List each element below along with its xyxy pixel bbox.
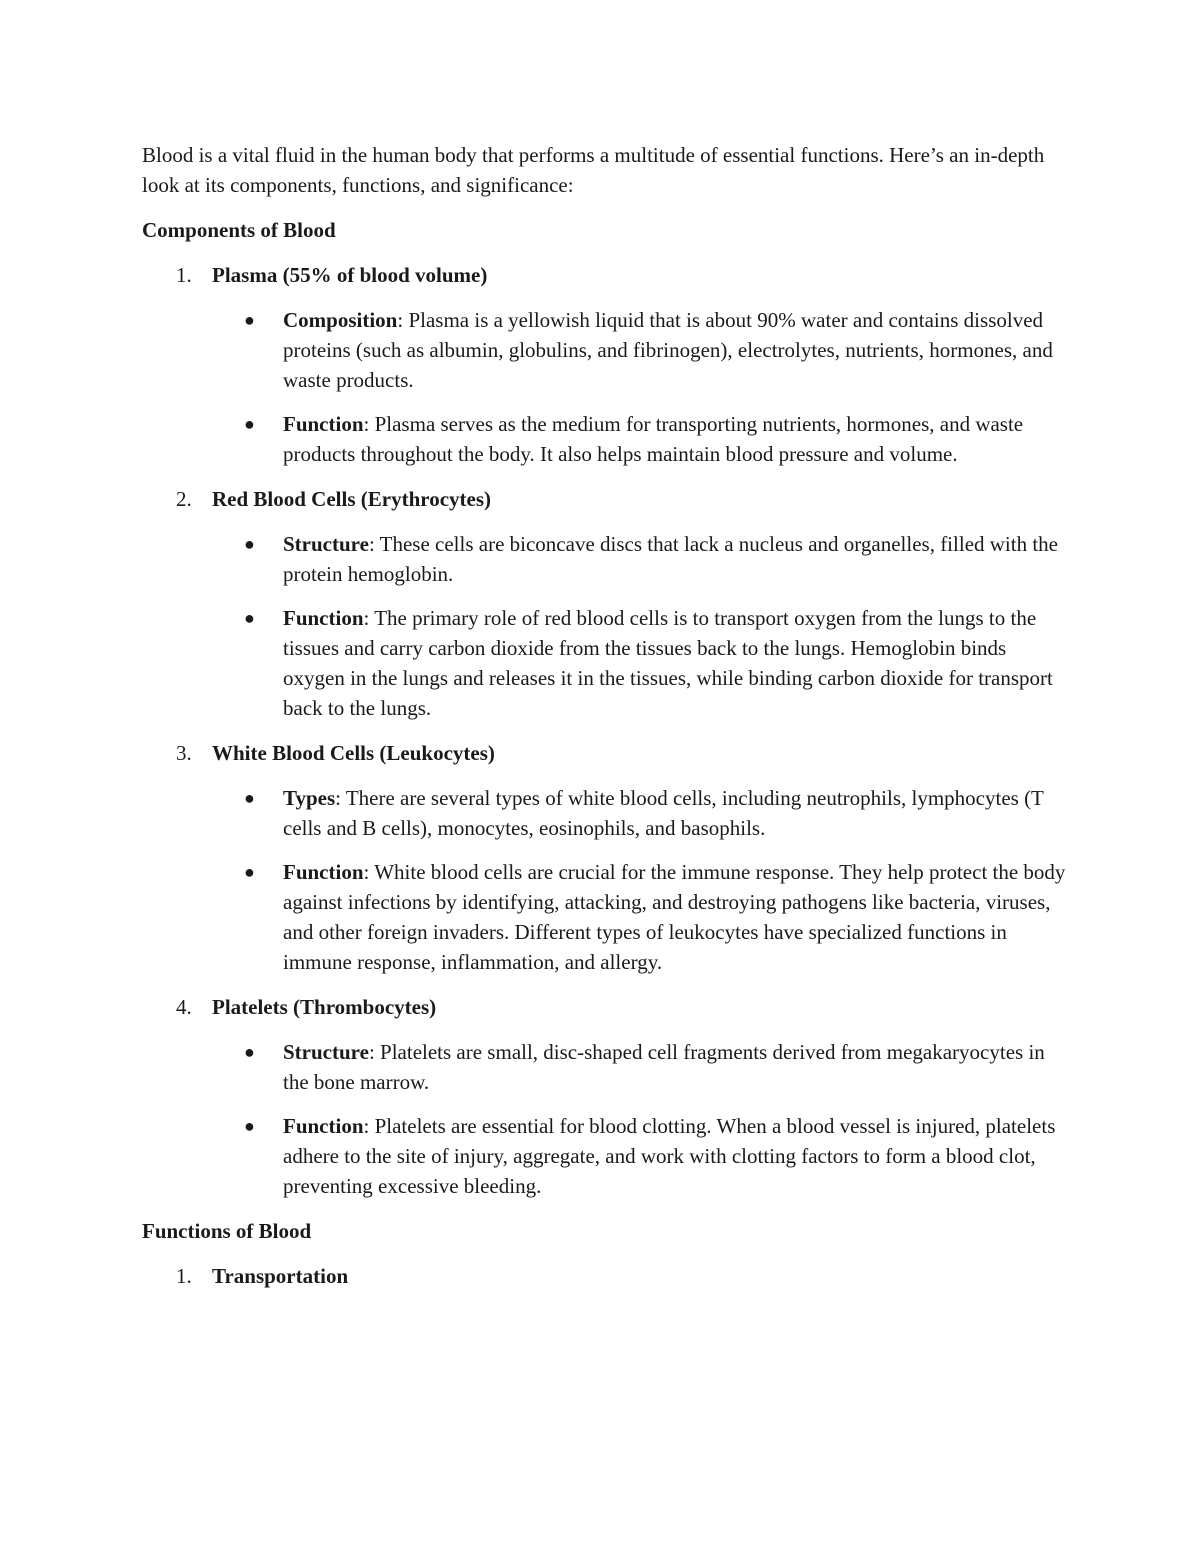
bullet-label: Structure [283,532,369,556]
bullet-label: Function [283,606,364,630]
section-heading: Functions of Blood [142,1219,312,1243]
bullet-text: : Platelets are small, disc-shaped cell fragments derived from megakaryocytes in the bone marrow. [283,1040,1045,1094]
bullet-icon: ● [244,788,255,808]
bullet-label: Composition [283,308,398,332]
bullet-label: Structure [283,1040,369,1064]
bullet-list [142,783,1072,977]
bullet-text: : The primary role of red blood cells is to transport oxygen from the lungs to the tissues and carry carbon dioxide from the tissues back to the lungs. Hemoglobin binds oxygen in the lungs and releases it in the tissues, while binding carbon dioxide for transport back to the lungs. [283,606,1053,720]
bullet-label: Function [283,1114,364,1138]
bullet-label: Types [283,786,336,810]
bullet-label: Function [283,412,364,436]
bullet-item [142,409,1072,469]
bullet-text: : These cells are biconcave discs that lack a nucleus and organelles, filled with the protein hemoglobin. [283,532,1058,586]
bullet-text: : Plasma is a yellowish liquid that is about 90% water and contains dissolved proteins (such as albumin, globulins, and fibrinogen), electrolytes, nutrients, hormones, and waste products. [283,308,1053,392]
bullet-text: : Platelets are essential for blood clotting. When a blood vessel is injured, platelets adhere to the site of injury, aggregate, and work with clotting factors to form a blood clot, preventing excessive bleeding. [283,1114,1056,1198]
bullet-icon: ● [244,862,255,882]
bullet-list [142,529,1072,723]
list-item-red-blood-cells [142,484,1072,723]
bullet-text: : There are several types of white blood cells, including neutrophils, lymphocytes (T cells and B cells), monocytes, eosinophils, and basophils. [283,786,1044,840]
item-number: 3. [176,741,192,765]
bullet-item [142,1111,1072,1201]
item-title: Transportation [212,1264,349,1288]
bullet-list [142,305,1072,469]
item-title: White Blood Cells (Leukocytes) [212,741,495,765]
section-components [142,215,1072,1201]
bullet-icon: ● [244,608,255,628]
bullet-text: : White blood cells are crucial for the immune response. They help protect the body against infections by identifying, attacking, and destroying pathogens like bacteria, viruses, and other foreign invaders. Different types of leukocytes have specialized functions in immune response, inflammation, and allergy. [283,860,1066,974]
item-title: Red Blood Cells (Erythrocytes) [212,487,491,511]
bullet-text: : Plasma serves as the medium for transporting nutrients, hormones, and waste products throughout the body. It also helps maintain blood pressure and volume. [283,412,1024,466]
bullet-icon: ● [244,534,255,554]
bullet-icon: ● [244,1042,255,1062]
bullet-label: Function [283,860,364,884]
bullet-icon: ● [244,1116,255,1136]
bullet-item [142,857,1072,977]
bullet-icon: ● [244,310,255,330]
item-number: 1. [176,263,192,287]
bullet-list [142,1037,1072,1201]
bullet-item [142,783,1072,843]
item-title: Plasma (55% of blood volume) [212,263,488,287]
list-item-plasma [142,260,1072,469]
section-heading: Components of Blood [142,218,336,242]
bullet-item [142,1037,1072,1097]
item-number: 2. [176,487,192,511]
document-body [142,140,1072,1306]
bullet-item [142,603,1072,723]
section-functions [142,1216,1072,1291]
list-item-white-blood-cells [142,738,1072,977]
item-title: Platelets (Thrombocytes) [212,995,437,1019]
bullet-icon: ● [244,414,255,434]
bullet-item [142,305,1072,395]
list-item-platelets [142,992,1072,1201]
intro-paragraph: Blood is a vital fluid in the human body that performs a multitude of essential functions. Here’s an in-depth look at its components, functions, and significance: [142,143,1045,197]
bullet-item [142,529,1072,589]
item-number: 1. [176,1264,192,1288]
list-item-transportation [142,1261,1072,1291]
item-number: 4. [176,995,192,1019]
